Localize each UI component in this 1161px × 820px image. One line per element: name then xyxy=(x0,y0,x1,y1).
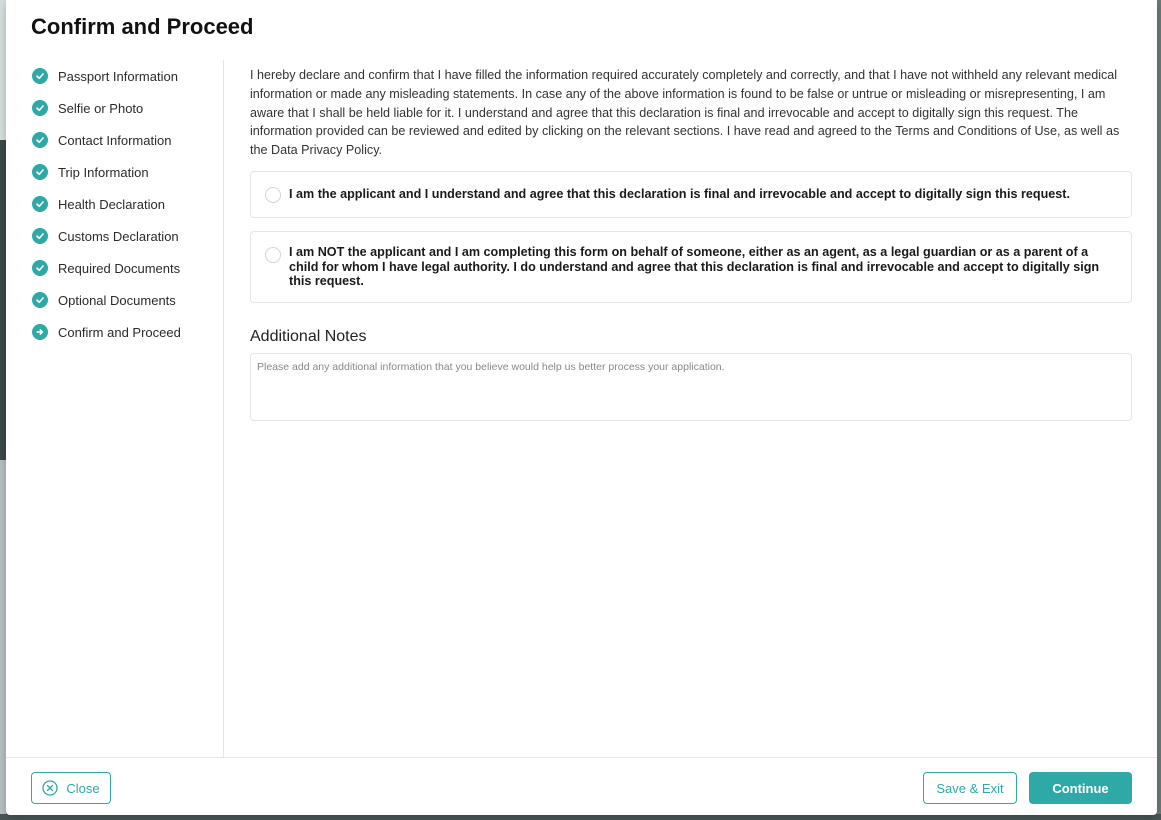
modal-title: Confirm and Proceed xyxy=(31,14,254,39)
close-circle-icon xyxy=(42,780,58,796)
step-label: Confirm and Proceed xyxy=(58,324,181,340)
close-button[interactable] xyxy=(31,772,111,804)
step-label: Health Declaration xyxy=(58,196,165,212)
step-confirm-and-proceed[interactable] xyxy=(32,322,181,342)
step-required-documents[interactable] xyxy=(32,258,180,278)
notes-heading: Additional Notes xyxy=(250,328,367,345)
option-label: I am the applicant and I understand and agree that this declaration is final and irrevocable and accept to digitally sign this request. xyxy=(289,187,1070,201)
step-customs-declaration[interactable] xyxy=(32,226,179,246)
step-label: Passport Information xyxy=(58,68,178,84)
step-label: Required Documents xyxy=(58,260,181,276)
check-icon xyxy=(32,292,48,308)
confirm-modal xyxy=(6,0,1157,815)
check-icon xyxy=(32,164,48,180)
step-trip-information[interactable] xyxy=(32,162,149,182)
check-icon xyxy=(32,196,48,212)
check-icon xyxy=(32,228,48,244)
option-applicant[interactable] xyxy=(250,171,1132,218)
check-icon xyxy=(32,260,48,276)
radio-applicant[interactable] xyxy=(265,187,281,203)
save-exit-button[interactable]: Save & Exit xyxy=(923,772,1017,804)
step-optional-documents[interactable] xyxy=(32,290,176,310)
step-health-declaration[interactable] xyxy=(32,194,165,214)
step-selfie-or-photo[interactable] xyxy=(32,98,143,118)
step-label: Trip Information xyxy=(58,164,149,180)
check-icon xyxy=(32,132,48,148)
check-icon xyxy=(32,68,48,84)
step-passport-information[interactable] xyxy=(32,66,178,86)
step-label: Selfie or Photo xyxy=(58,100,144,116)
arrow-right-icon xyxy=(32,324,48,340)
additional-notes-textarea[interactable] xyxy=(250,353,1132,421)
continue-button[interactable]: Continue xyxy=(1029,772,1132,804)
step-label: Customs Declaration xyxy=(58,228,179,244)
option-label: I am NOT the applicant and I am completing this form on behalf of someone, either as an agent, as a legal guardian or as a parent of a child for whom I have legal authority. I do understand and agree that this declaration is final and irrevocable and accept to digitally sign this request. xyxy=(289,245,1100,288)
close-label: Close xyxy=(66,780,100,796)
step-label: Contact Information xyxy=(58,132,172,148)
step-sidebar xyxy=(6,60,224,757)
step-label: Optional Documents xyxy=(58,292,176,308)
declaration-text: I hereby declare and confirm that I have filled the information required accurately completely and correctly, and that I have not withheld any relevant medical information or made any misleading statements. In case any of the above information is found to be false or untrue or misleading or misrepresenting, I am aware that I shall be held liable for it. I understand and agree that this declaration is final and irrevocable and accept to digitally sign this request. The information provided can be reviewed and edited by clicking on the relevant sections. I have read and agreed to the Terms and Conditions of Use, as well as the Data Privacy Policy. xyxy=(250,68,1120,158)
option-not-applicant[interactable] xyxy=(250,231,1132,303)
step-contact-information[interactable] xyxy=(32,130,171,150)
radio-not-applicant[interactable] xyxy=(265,247,281,263)
modal-footer xyxy=(6,757,1157,815)
check-icon xyxy=(32,100,48,116)
